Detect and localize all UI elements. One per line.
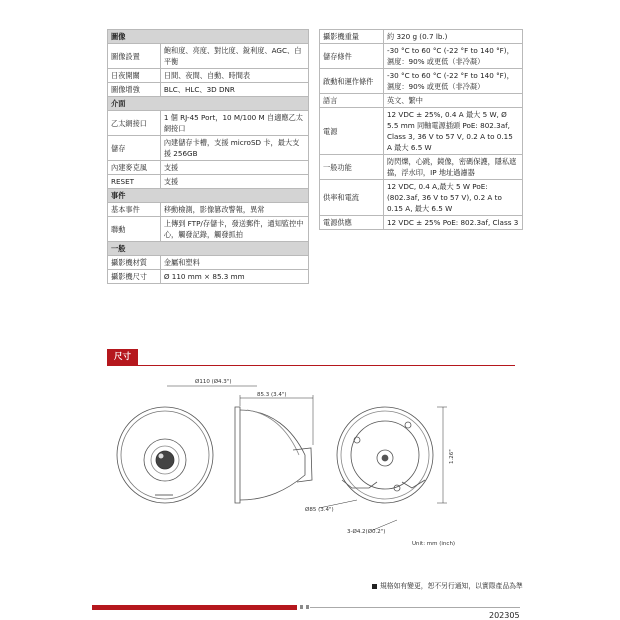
dimensions-badge: 尺寸 bbox=[107, 349, 138, 365]
spec-row bbox=[320, 108, 523, 155]
footer-line bbox=[310, 607, 520, 608]
spec-key: 一般功能 bbox=[320, 155, 384, 180]
spec-value: -30 °C to 60 °C (-22 °F to 140 °F)，濕度：90% 或更低（非冷凝） bbox=[383, 44, 522, 69]
section-header-row bbox=[108, 97, 309, 111]
spec-row bbox=[108, 175, 309, 189]
spec-row bbox=[108, 83, 309, 97]
spec-row bbox=[108, 203, 309, 217]
spec-value: 飽和度、亮度、對比度、銳利度、AGC、白平衡 bbox=[160, 44, 308, 69]
spec-row bbox=[320, 44, 523, 69]
spec-key: 乙太網接口 bbox=[108, 111, 161, 136]
spec-row bbox=[320, 30, 523, 44]
dim-depth: 85.3 (3.4") bbox=[257, 392, 287, 398]
spec-value: 內建儲存卡槽，支援 microSD 卡，最大支援 256GB bbox=[160, 136, 308, 161]
spec-row bbox=[108, 111, 309, 136]
spec-row bbox=[108, 136, 309, 161]
spec-value: BLC、HLC、3D DNR bbox=[160, 83, 308, 97]
spec-row bbox=[108, 161, 309, 175]
section-header: 一般 bbox=[108, 242, 309, 256]
section-header-row bbox=[108, 189, 309, 203]
spec-row bbox=[320, 155, 523, 180]
bullet-square-icon bbox=[372, 584, 377, 589]
spec-value: 12 VDC, 0.4 A,最大 5 W PoE: (802.3af, 36 V to 57 V), 0.2 A to 0.15 A, 最大 6.5 W bbox=[383, 180, 522, 216]
spec-key: RESET bbox=[108, 175, 161, 189]
spec-row bbox=[108, 256, 309, 270]
spec-row bbox=[320, 180, 523, 216]
spec-key: 日夜開關 bbox=[108, 69, 161, 83]
section-header-row bbox=[108, 242, 309, 256]
spec-value: 日間、夜間、自動、時間表 bbox=[160, 69, 308, 83]
section-header: 圖像 bbox=[108, 30, 309, 44]
dim-diameter-top: Ø110 (Ø4.3") bbox=[195, 379, 232, 385]
side-view bbox=[167, 386, 313, 503]
spec-key: 語言 bbox=[320, 94, 384, 108]
dim-side: 1.26" bbox=[449, 449, 455, 464]
spec-value: 12 VDC ± 25% PoE: 802.3af, Class 3 bbox=[383, 216, 522, 230]
spec-key: 攝影機尺寸 bbox=[108, 270, 161, 284]
disclaimer-note bbox=[372, 580, 523, 590]
spec-key: 聯動 bbox=[108, 217, 161, 242]
disclaimer-text: 規格如有變更，恕不另行通知，以實際產品為準 bbox=[380, 582, 523, 590]
spec-value: 支援 bbox=[160, 161, 308, 175]
spec-row bbox=[108, 270, 309, 284]
section-header-row bbox=[108, 30, 309, 44]
unit-label: Unit: mm (inch) bbox=[412, 541, 456, 547]
spec-value: 防閃爍，心跳，鏡像，密碼保護，隱私遮擋，浮水印，IP 地址過濾器 bbox=[383, 155, 522, 180]
spec-row bbox=[108, 217, 309, 242]
spec-key: 基本事件 bbox=[108, 203, 161, 217]
spec-key: 供率和電流 bbox=[320, 180, 384, 216]
spec-value: 1 個 RJ-45 Port，10 M/100 M 自適應乙太網接口 bbox=[160, 111, 308, 136]
spec-row bbox=[320, 69, 523, 94]
spec-table-right bbox=[319, 29, 523, 230]
footer-red-bar bbox=[92, 605, 297, 610]
spec-value: -30 °C to 60 °C (-22 °F to 140 °F)，濕度：90% 或更低（非冷凝） bbox=[383, 69, 522, 94]
spec-value: 上傳到 FTP/存儲卡，發送郵件，通知監控中心，觸發記錄，觸發抓拍 bbox=[160, 217, 308, 242]
spec-value: 支援 bbox=[160, 175, 308, 189]
spec-key: 儲存 bbox=[108, 136, 161, 161]
spec-row bbox=[108, 69, 309, 83]
spec-row bbox=[320, 216, 523, 230]
spec-value: Ø 110 mm × 85.3 mm bbox=[160, 270, 308, 284]
base-view bbox=[319, 407, 447, 530]
spec-key: 儲存條件 bbox=[320, 44, 384, 69]
document-number: 202305 bbox=[489, 611, 520, 620]
spec-key: 圖像增強 bbox=[108, 83, 161, 97]
spec-value: 金屬和塑料 bbox=[160, 256, 308, 270]
spec-key: 內建麥克風 bbox=[108, 161, 161, 175]
dim-base-diameter: Ø85 (3.4") bbox=[305, 507, 334, 513]
spec-row bbox=[108, 44, 309, 69]
section-header: 介面 bbox=[108, 97, 309, 111]
spec-key: 攝影機材質 bbox=[108, 256, 161, 270]
footer-grey-mark bbox=[300, 605, 303, 609]
spec-value: 12 VDC ± 25%, 0.4 A 最大 5 W, Ø 5.5 mm 同軸電源插頭 PoE: 802.3af, Class 3, 36 V to 57 V, 0.2 A to 0.15 A 最大 6.5 W bbox=[383, 108, 522, 155]
spec-table-left bbox=[107, 29, 309, 284]
spec-value: 英文、繁中 bbox=[383, 94, 522, 108]
footer-grey-mark bbox=[306, 605, 309, 609]
section-header: 事件 bbox=[108, 189, 309, 203]
spec-key: 攝影機重量 bbox=[320, 30, 384, 44]
spec-value: 約 320 g (0.7 lb.) bbox=[383, 30, 522, 44]
dim-mount-holes: 3-Ø4.2(Ø0.2") bbox=[347, 529, 386, 535]
spec-value: 移動檢測，影像篡改警報，異常 bbox=[160, 203, 308, 217]
spec-key: 電源供應 bbox=[320, 216, 384, 230]
section-rule bbox=[107, 365, 515, 366]
dimension-drawing bbox=[107, 370, 517, 550]
spec-key: 電源 bbox=[320, 108, 384, 155]
front-view bbox=[117, 407, 213, 503]
spec-row bbox=[320, 94, 523, 108]
spec-key: 啟動和運作條件 bbox=[320, 69, 384, 94]
spec-key: 圖像設置 bbox=[108, 44, 161, 69]
